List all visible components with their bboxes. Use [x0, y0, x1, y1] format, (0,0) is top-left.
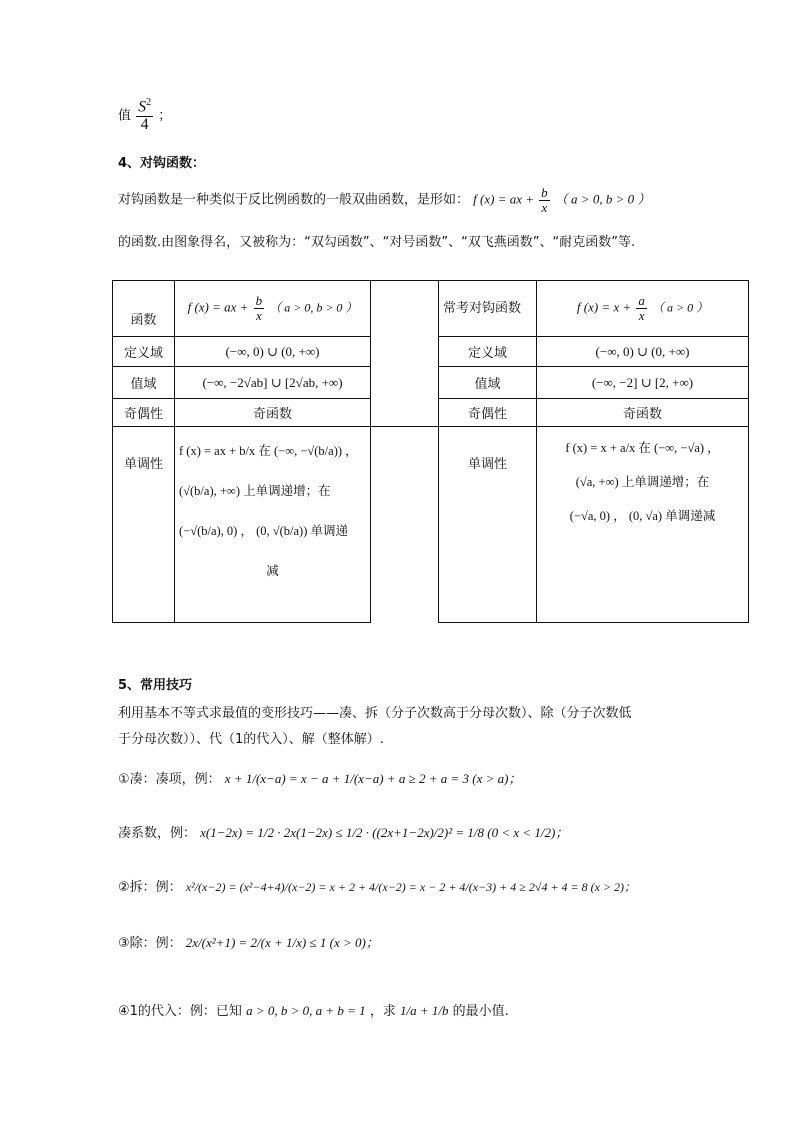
- left-range-value: (−∞, −2√ab] ∪ [2√ab, +∞): [175, 367, 371, 399]
- technique-4-condition: a > 0, b > 0, a + b = 1: [246, 1003, 366, 1018]
- left-parity-label: 奇偶性: [113, 399, 175, 427]
- right-range-value: (−∞, −2] ∪ [2, +∞): [537, 367, 749, 399]
- left-mono-label: 单调性: [113, 427, 175, 623]
- right-domain-value: (−∞, 0) ∪ (0, +∞): [537, 337, 749, 367]
- technique-1b-label: 凑系数，例：: [118, 826, 197, 841]
- top-frac-num: S: [138, 98, 147, 116]
- right-mono-line3: (−√a, 0) ， (0, √a) 单调递减: [569, 509, 716, 524]
- right-parity-label: 奇偶性: [439, 399, 537, 427]
- section4-heading: 4、对钩函数：: [118, 156, 206, 171]
- section4-intro: [118, 186, 650, 214]
- table-header-row: [113, 281, 749, 337]
- technique-1b-formula: x(1−2x) = 1/2 · 2x(1−2x) ≤ 1/2 · ((2x+1−2x)/2)² = 1/8 (0 < x < 1/2)；: [200, 825, 569, 840]
- technique-2-formula: x²/(x−2) = (x²−4+4)/(x−2) = x + 2 + 4/(x−2) = x − 2 + 4/(x−3) + 4 ≥ 2√4 + 4 = 8 (x > 2)；: [185, 880, 637, 894]
- technique-3-formula: 2x/(x²+1) = 2/(x + 1/x) ≤ 1 (x > 0)；: [185, 935, 379, 950]
- technique-2: [118, 876, 636, 895]
- table-gap: [371, 281, 439, 427]
- intro-formula-fraction: [539, 186, 550, 214]
- right-mono-value: [537, 427, 749, 623]
- right-mono-line2: (√a, +∞) 上单调递增；在: [575, 475, 710, 490]
- right-header-formula: f (x) = x + $\frac{a}{x}$ （ a > 0 ）: [537, 281, 749, 337]
- technique-4-label: ④1的代入：例：已知: [118, 1004, 242, 1019]
- right-parity-value: 奇函数: [537, 399, 749, 427]
- section4-intro-text: 对钩函数是一种类似于反比例函数的一般双曲函数，是形如：: [118, 192, 470, 208]
- section5-intro-line1: 利用基本不等式求最值的变形技巧——凑、拆（分子次数高于分母次数）、除（分子次数低: [118, 706, 632, 721]
- right-header-label: 常考对钩函数: [439, 281, 537, 337]
- right-range-label: 值域: [439, 367, 537, 399]
- technique-1b: [118, 822, 568, 841]
- right-domain-label: 定义域: [439, 337, 537, 367]
- technique-1-label: ①凑：凑项，例：: [118, 772, 221, 787]
- table-gap-bottom: [371, 427, 439, 623]
- top-fraction: [136, 98, 153, 134]
- hook-function-table: [112, 280, 749, 623]
- technique-4-expression: 1/a + 1/b: [399, 1003, 449, 1018]
- intro-condition: （ a > 0, b > 0 ）: [554, 191, 651, 207]
- technique-3-label: ③除：例：: [118, 936, 182, 951]
- left-parity-value: 奇函数: [175, 399, 371, 427]
- intro-formula-den: x: [541, 199, 548, 215]
- technique-4-mid: ，求: [369, 1004, 396, 1019]
- top-suffix: ；: [158, 108, 172, 124]
- top-fragment: [118, 98, 171, 134]
- section5-intro-line2: 于分母次数））、代（1的代入）、解（整体解）.: [118, 732, 384, 747]
- left-header-label: 函数: [113, 281, 175, 337]
- left-mono-line3: (−√(b/a), 0) ， (0, √(b/a)) 单调递: [179, 524, 348, 539]
- left-range-label: 值域: [113, 367, 175, 399]
- right-mono-label: 单调性: [439, 427, 537, 623]
- left-mono-value: [175, 427, 371, 623]
- section4-intro-continued: 的函数.由图象得名，又被称为：“双勾函数”、“对号函数”、“双飞燕函数”、“耐克函数”等.: [118, 235, 636, 250]
- top-prefix: 值: [118, 108, 132, 124]
- left-header-formula: f (x) = ax + $\frac{b}{x}$ （ a > 0, b > 0 ）: [175, 281, 371, 337]
- left-mono-line1: f (x) = ax + b/x 在 (−∞, −√(b/a)) ，: [179, 444, 358, 459]
- top-frac-den: 4: [140, 116, 149, 134]
- technique-2-label: ②拆：例：: [118, 880, 182, 895]
- table-row-monotonic: [113, 427, 749, 623]
- top-frac-sup: 2: [146, 97, 152, 108]
- section5-heading: 5、常用技巧: [118, 678, 193, 693]
- intro-formula-lhs: f (x) = ax +: [473, 191, 535, 207]
- left-mono-line4: 减: [266, 564, 279, 579]
- left-domain-label: 定义域: [113, 337, 175, 367]
- technique-1-formula: x + 1/(x−a) = x − a + 1/(x−a) + a ≥ 2 + a = 3 (x > a)；: [224, 771, 522, 786]
- left-mono-line2: (√(b/a), +∞) 上单调递增；在: [179, 484, 331, 499]
- technique-1: [118, 768, 521, 787]
- intro-formula-num: b: [541, 185, 548, 200]
- left-domain-value: (−∞, 0) ∪ (0, +∞): [175, 337, 371, 367]
- technique-3: [118, 932, 379, 951]
- technique-4-end: 的最小值.: [452, 1004, 509, 1019]
- technique-4: [118, 1000, 509, 1019]
- right-mono-line1: f (x) = x + a/x 在 (−∞, −√a) ，: [565, 441, 720, 456]
